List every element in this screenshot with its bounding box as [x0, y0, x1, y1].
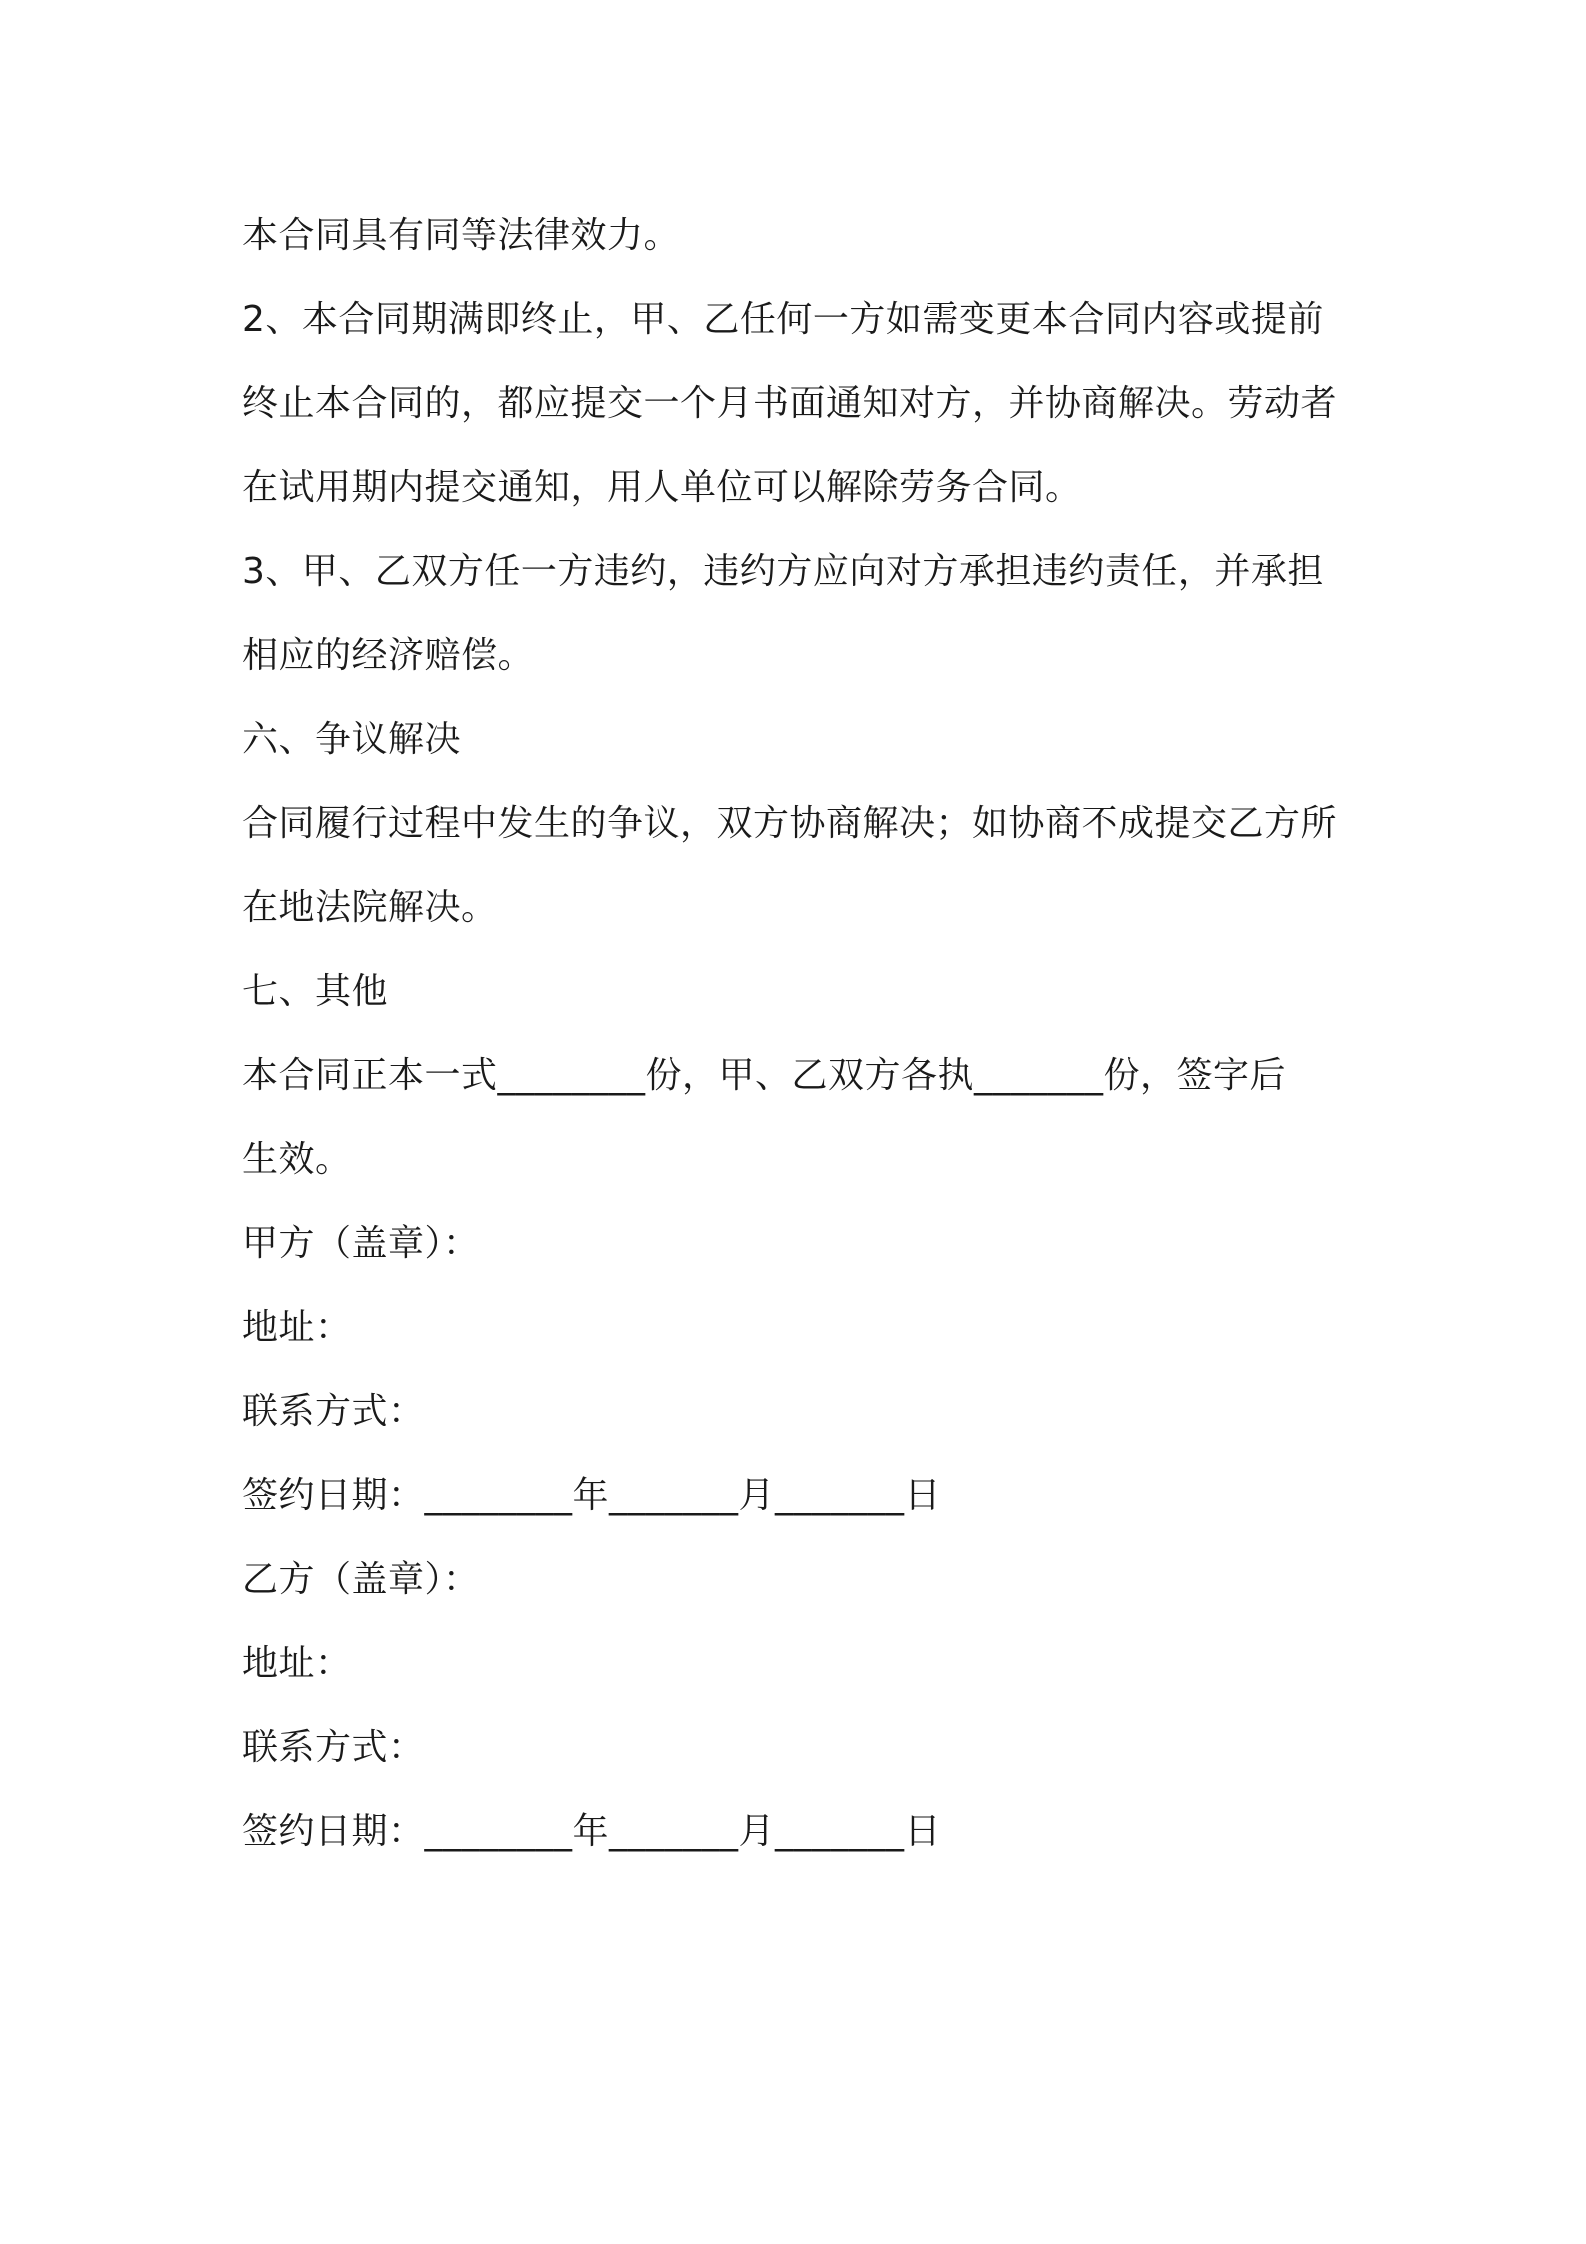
section-heading: [242, 950, 1360, 1034]
field-label: 签约日期：________年_______月_______日: [242, 1811, 942, 1852]
clause-line: [242, 614, 1360, 698]
party-b-contact-field: [242, 1706, 1360, 1790]
party-a-address-field: [242, 1286, 1360, 1370]
section-heading-text: 七、其他: [242, 971, 389, 1012]
section-heading-text: 六、争议解决: [242, 719, 462, 760]
party-a-sign-date-field: [242, 1454, 1360, 1538]
field-label: 甲方（盖章）：: [242, 1223, 480, 1264]
text-line-content: 合同履行过程中发生的争议，双方协商解决；如协商不成提交乙方所: [242, 803, 1338, 844]
text-line: [242, 194, 1360, 278]
clause-line: [242, 1034, 1360, 1118]
field-label: 联系方式：: [242, 1391, 425, 1432]
text-line-content: 在地法院解决。: [242, 887, 498, 928]
text-line-content: 生效。: [242, 1139, 352, 1180]
clause-line: [242, 362, 1360, 446]
clause-line: [242, 866, 1360, 950]
field-label: 签约日期：________年_______月_______日: [242, 1475, 942, 1516]
document-body: [242, 194, 1360, 1874]
text-line-content: 本合同具有同等法律效力。: [242, 215, 681, 256]
clause-line: [242, 1118, 1360, 1202]
party-b-seal-field: [242, 1538, 1360, 1622]
text-line-content: 终止本合同的，都应提交一个月书面通知对方，并协商解决。劳动者: [242, 383, 1338, 424]
clause-line: [242, 782, 1360, 866]
party-b-sign-date-field: [242, 1790, 1360, 1874]
field-label: 地址：: [242, 1307, 352, 1348]
text-line-content: 相应的经济赔偿。: [242, 635, 535, 676]
party-a-seal-field: [242, 1202, 1360, 1286]
text-line-content: 3、甲、乙双方任一方违约，违约方应向对方承担违约责任，并承担: [242, 551, 1324, 592]
clause-line: [242, 278, 1360, 362]
field-label: 地址：: [242, 1643, 352, 1684]
section-heading: [242, 698, 1360, 782]
text-line-content: 2、本合同期满即终止，甲、乙任何一方如需变更本合同内容或提前: [242, 299, 1324, 340]
text-line-content: 本合同正本一式________份，甲、乙双方各执_______份，签字后: [242, 1055, 1287, 1096]
text-line-content: 在试用期内提交通知，用人单位可以解除劳务合同。: [242, 467, 1082, 508]
field-label: 联系方式：: [242, 1727, 425, 1768]
field-label: 乙方（盖章）：: [242, 1559, 480, 1600]
party-a-contact-field: [242, 1370, 1360, 1454]
clause-line: [242, 446, 1360, 530]
party-b-address-field: [242, 1622, 1360, 1706]
clause-line: [242, 530, 1360, 614]
